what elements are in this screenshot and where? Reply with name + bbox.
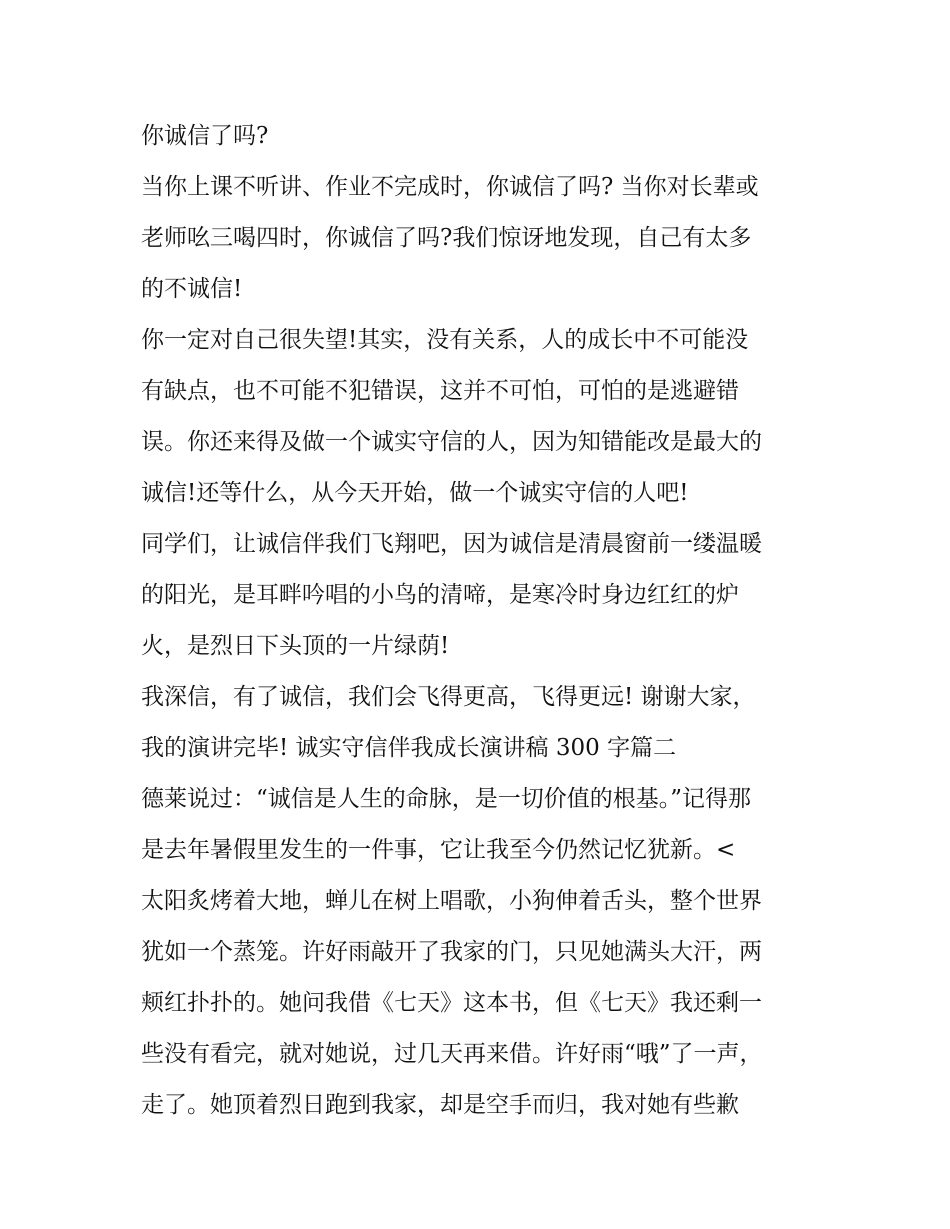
- text-line: 是去年暑假里发生的一件事，它让我至今仍然记忆犹新。<: [141, 837, 736, 863]
- text-line: 你诚信了吗?: [141, 123, 269, 149]
- text-line: 有缺点，也不可能不犯错误，这并不可怕，可怕的是逃避错: [141, 378, 739, 404]
- text-line: 太阳炙烤着大地，蝉儿在树上唱歌，小狗伸着舌头，整个世界: [141, 888, 762, 914]
- text-line: 诚信!还等什么，从今天开始，做一个诚实守信的人吧!: [141, 480, 689, 506]
- text-line: 我的演讲完毕! 诚实守信伴我成长演讲稿 300 字篇二: [141, 735, 677, 761]
- text-line: 当你上课不听讲、作业不完成时，你诚信了吗? 当你对长辈或: [141, 174, 759, 200]
- text-line: 犹如一个蒸笼。许好雨敲开了我家的门，只见她满头大汗，两: [141, 939, 762, 965]
- text-line: 的不诚信!: [141, 276, 243, 302]
- text-line: 颊红扑扑的。她问我借《七天》这本书，但《七天》我还剩一: [141, 990, 762, 1016]
- text-line: 同学们，让诚信伴我们飞翔吧，因为诚信是清晨窗前一缕温暖: [141, 531, 762, 557]
- text-line: 些没有看完，就对她说，过几天再来借。许好雨“哦”了一声，: [141, 1041, 763, 1067]
- text-line: 我深信，有了诚信，我们会飞得更高，飞得更远! 谢谢大家，: [141, 684, 756, 710]
- text-line: 老师吆三喝四时，你诚信了吗?我们惊讶地发现，自己有太多: [141, 225, 752, 251]
- text-line: 你一定对自己很失望!其实，没有关系，人的成长中不可能没: [141, 327, 749, 353]
- document-body: [141, 111, 816, 1131]
- text-line: 火，是烈日下头顶的一片绿荫!: [141, 633, 450, 659]
- text-line: 的阳光，是耳畔吟唱的小鸟的清啼，是寒冷时身边红红的炉: [141, 582, 739, 608]
- text-line: 德莱说过：“诚信是人生的命脉，是一切价值的根基。”记得那: [141, 786, 752, 812]
- text-line: 走了。她顶着烈日跑到我家，却是空手而归，我对她有些歉: [141, 1092, 739, 1118]
- text-line: 误。你还来得及做一个诚实守信的人，因为知错能改是最大的: [141, 429, 762, 455]
